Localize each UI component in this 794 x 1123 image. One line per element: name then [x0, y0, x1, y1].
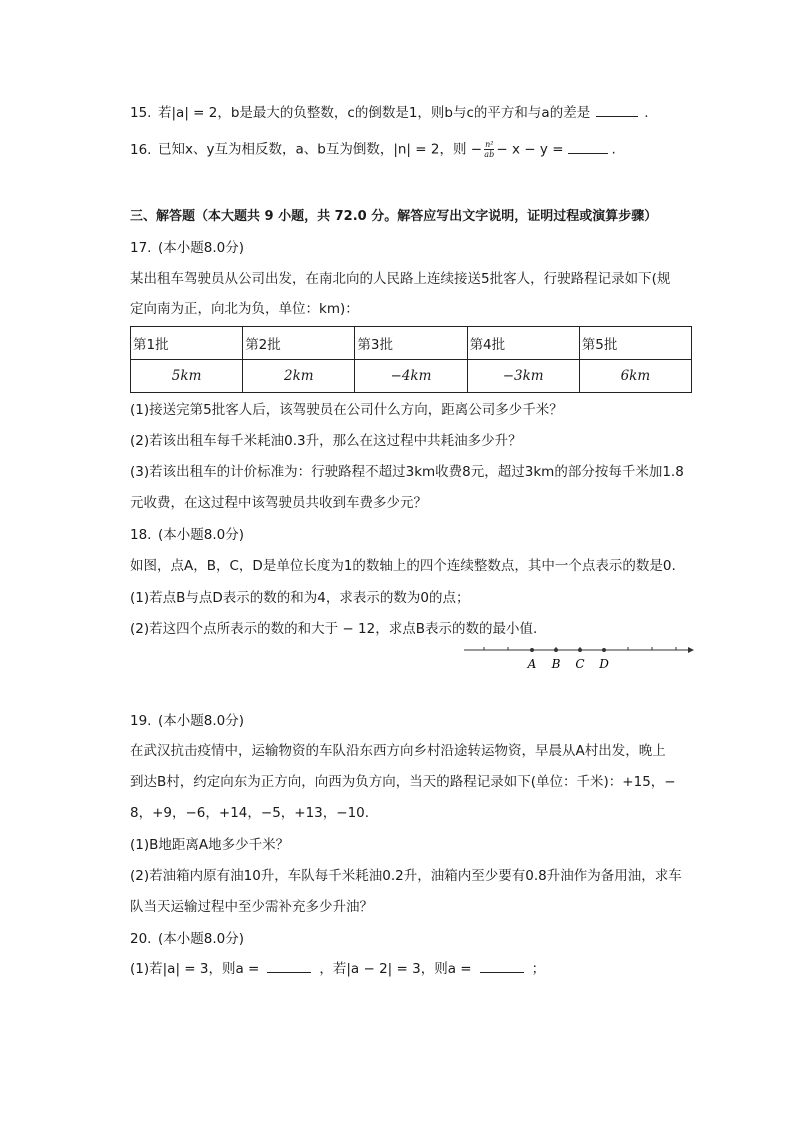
table-value-row	[131, 360, 692, 393]
q20-end: ；	[531, 961, 546, 977]
question-15	[130, 104, 649, 122]
q19-line1: 在武汉抗击疫情中，运输物资的车队沿东西方向乡村沿途转运物资，早晨从A村出发，晚上	[130, 743, 666, 759]
answer-blank[interactable]	[596, 104, 638, 117]
point-b	[554, 648, 558, 652]
answer-blank[interactable]	[267, 960, 311, 973]
table-header-cell: 第4批	[467, 327, 579, 360]
q19-sub2-line2: 队当天运输过程中至少需补充多少升油？	[130, 899, 373, 915]
fraction-numerator: n²	[485, 140, 494, 149]
question-number: 20.	[130, 931, 152, 947]
table-value-cell: 2km	[243, 360, 355, 393]
question-tail: .	[644, 105, 649, 121]
q18-sub2: (2)若这四个点所表示的数的和大于 − 12，求点B表示的数的最小值.	[130, 621, 538, 637]
question-19-header	[130, 712, 244, 730]
point-label-d: D	[599, 657, 609, 671]
expression-tail: − x − y =	[496, 141, 564, 158]
question-number: 16.	[130, 141, 152, 158]
question-20-header	[130, 930, 244, 948]
table-value-cell: 6km	[579, 360, 691, 393]
question-number: 15.	[130, 105, 152, 121]
q17-sub3-line1: (3)若该出租车的计价标准为：行驶路程不超过3km收费8元，超过3km的部分按每千米加1.8	[130, 464, 684, 480]
table-value-cell: 5km	[131, 360, 243, 393]
point-label-a: A	[527, 657, 537, 671]
point-c	[578, 648, 582, 652]
question-18-header	[130, 526, 244, 544]
q20-part-a: (1)若|a| = 3，则a =	[130, 961, 260, 977]
q17-intro-line1: 某出租车驾驶员从公司出发，在南北向的人民路上连续接送5批客人，行驶路程记录如下(规	[130, 271, 671, 287]
q19-line2: 到达B村，约定向东为正方向，向西为负方向，当天的路程记录如下(单位：千米)：+15，−	[130, 774, 676, 790]
point-label-c: C	[575, 657, 585, 671]
table-header-cell: 第5批	[579, 327, 691, 360]
question-tail: .	[611, 141, 616, 158]
question-text: 已知x、y互为相反数，a、b互为倒数，|n| = 2，则 −	[158, 141, 483, 158]
arrow-icon	[688, 647, 694, 653]
table-value-cell: −4km	[355, 360, 467, 393]
q17-sub2: (2)若该出租车每千米耗油0.3升，那么在这过程中共耗油多少升？	[130, 433, 522, 449]
answer-blank[interactable]	[480, 960, 524, 973]
q19-line3: 8，+9，−6，+14，−5，+13，−10.	[130, 805, 370, 821]
table-value-cell: −3km	[467, 360, 579, 393]
section-heading: 三、解答题（本大题共 9 小题，共 72.0 分。解答应写出文字说明，证明过程或演算步骤）	[130, 209, 658, 224]
question-text: 若|a| = 2，b是最大的负整数，c的倒数是1，则b与c的平方和与a的差是	[158, 105, 591, 121]
fraction-denominator: ab	[484, 150, 495, 159]
question-score: (本小题8.0分)	[158, 713, 245, 729]
question-score: (本小题8.0分)	[158, 931, 245, 947]
point-a	[530, 648, 534, 652]
point-d	[602, 648, 606, 652]
question-16	[130, 140, 616, 159]
q18-intro: 如图，点A，B，C，D是单位长度为1的数轴上的四个连续整数点，其中一个点表示的数是0.	[130, 558, 676, 574]
table-header-cell: 第1批	[131, 327, 243, 360]
question-score: (本小题8.0分)	[158, 527, 245, 543]
question-number: 18.	[130, 527, 152, 543]
question-score: (本小题8.0分)	[158, 240, 245, 256]
fraction	[484, 140, 494, 159]
q17-sub3-line2: 元收费，在这过程中该驾驶员共收到车费多少元？	[130, 495, 427, 511]
q19-sub2-line1: (2)若油箱内原有油10升，车队每千米耗油0.2升，油箱内至少要有0.8升油作为备用油，求车	[130, 868, 682, 884]
question-number: 17.	[130, 240, 152, 256]
table-header-cell: 第3批	[355, 327, 467, 360]
q19-sub1: (1)B地距离A地多少千米？	[130, 837, 290, 853]
answer-blank[interactable]	[568, 141, 608, 154]
q20-sub1	[130, 960, 545, 978]
question-17-header	[130, 239, 244, 257]
q17-intro-line2: 定向南为正，向北为负，单位：km)：	[130, 301, 359, 317]
q18-sub1: (1)若点B与点D表示的数的和为4，求表示的数为0的点；	[130, 590, 470, 606]
trip-record-table	[130, 326, 692, 393]
q17-sub1: (1)接送完第5批客人后，该驾驶员在公司什么方向，距离公司多少千米？	[130, 402, 563, 418]
number-line-figure	[462, 640, 694, 674]
question-number: 19.	[130, 713, 152, 729]
table-header-row	[131, 327, 692, 360]
point-label-b: B	[551, 657, 561, 671]
q20-part-b: ，若|a − 2| = 3，则a =	[319, 961, 472, 977]
table-header-cell: 第2批	[243, 327, 355, 360]
